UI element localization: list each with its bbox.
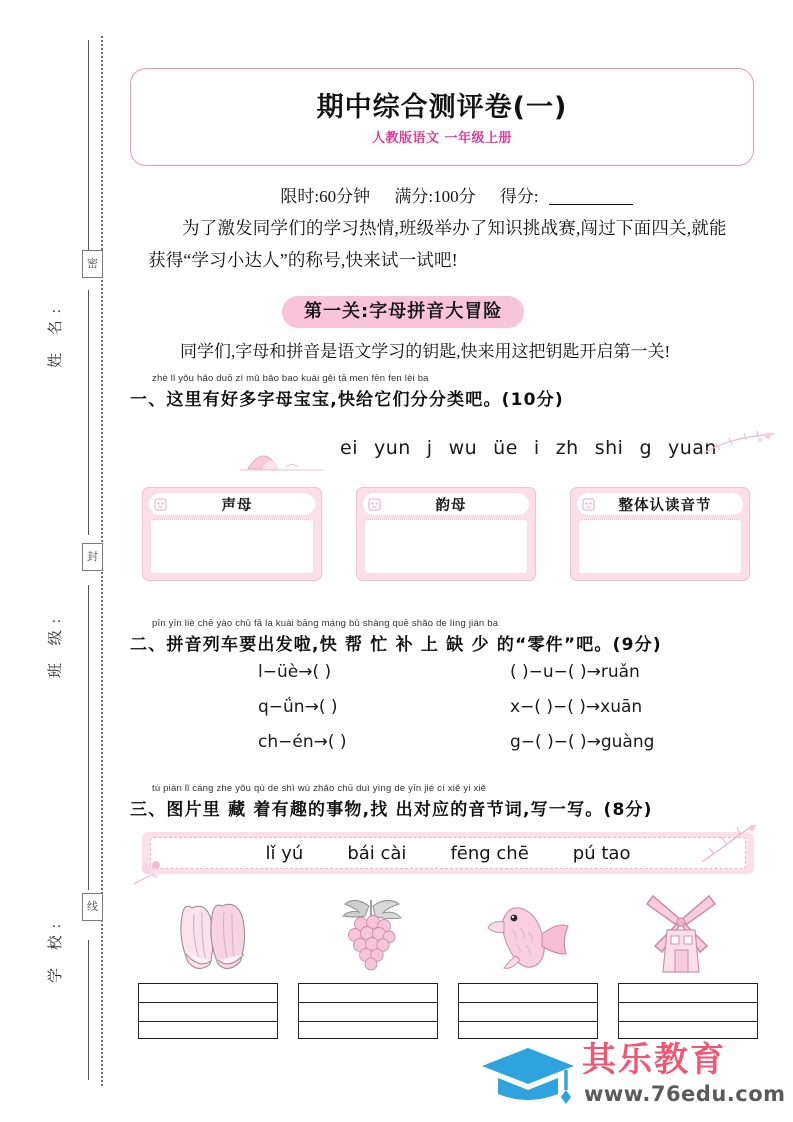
writing-grid[interactable] <box>458 983 598 1039</box>
question-3-picture-row <box>138 890 758 976</box>
score-blank-field[interactable] <box>549 204 633 205</box>
letter-token: g <box>639 437 652 459</box>
letter-token: wu <box>448 437 478 459</box>
exam-sheet <box>110 0 793 1122</box>
intro-paragraph: 为了激发同学们的学习热情,班级举办了知识挑战赛,闯过下面四关,就能获得“学习小达人”的称号,快来试一试吧! <box>148 218 727 270</box>
picture-cell <box>138 890 293 976</box>
score-label: 得分: <box>499 187 539 206</box>
word-bank-item: pú tao <box>572 842 631 864</box>
letter-token: ei <box>340 437 358 459</box>
paper-chip-icon <box>367 497 383 512</box>
question-2-pinyin: pīn yīn liè chē yào chū fā la kuài bāng máng bǔ shàng quē shǎo de líng jiàn ba <box>152 618 499 629</box>
writing-grid[interactable] <box>298 983 438 1039</box>
seal-line-segment <box>88 40 89 250</box>
question-2-heading <box>130 617 790 655</box>
category-header <box>363 493 529 515</box>
field-label-class: 班 级: <box>48 612 64 678</box>
question-1-pinyin: zhè lǐ yǒu hǎo duō zì mǔ bǎo bao kuài gěi tā men fēn fen lèi ba <box>152 373 429 384</box>
windmill-illustration-icon <box>635 890 727 976</box>
pinyin-train-left[interactable]: q−ǘn→( ) <box>258 697 338 717</box>
exam-meta-line <box>110 182 793 207</box>
branch-decoration-icon <box>702 431 776 461</box>
cabbage-illustration-icon <box>170 894 262 976</box>
picture-cell <box>603 890 758 976</box>
question-3-word-bank <box>142 832 754 874</box>
pinyin-train-right[interactable]: x−( )−( )→xuān <box>510 697 643 717</box>
pinyin-train-row <box>130 662 790 697</box>
pinyin-train-right[interactable]: ( )−u−( )→ruǎn <box>510 662 640 682</box>
question-1-text: 一、这里有好多字母宝宝,快给它们分分类吧。(10分) <box>130 390 564 410</box>
footer-logo <box>480 1038 786 1110</box>
paper-chip-icon <box>153 497 169 512</box>
pinyin-train-left[interactable]: ch−én→( ) <box>258 732 347 752</box>
seal-line-segment <box>88 940 89 1080</box>
question-3-answer-grids <box>138 983 758 1039</box>
page-subtitle: 人教版语文 一年级上册 <box>371 131 513 146</box>
seal-char-feng: 封 <box>82 543 103 571</box>
category-header <box>149 493 315 515</box>
letter-token: shi <box>594 437 624 459</box>
question-2-text: 二、拼音列车要出发啦,快 帮 忙 补 上 缺 少 的“零件”吧。(9分) <box>130 635 662 655</box>
picture-cell <box>293 890 448 976</box>
question-1-letters <box>340 437 733 459</box>
seal-char-mi: 密 <box>82 250 103 278</box>
word-bank-item: lǐ yú <box>265 842 304 864</box>
letter-token: yun <box>373 437 411 459</box>
word-bank-item: fēng chē <box>450 842 529 864</box>
question-1-letters-row <box>130 435 790 477</box>
question-3-pinyin: tú piàn lǐ cáng zhe yǒu qù de shì wù zhǎo chū duì yìng de yīn jié cí xiě yi xiě <box>152 783 487 794</box>
letter-token: yuan <box>668 437 717 459</box>
paper-chip-icon <box>581 497 597 512</box>
category-answer-area[interactable] <box>150 519 314 574</box>
seal-line-segment <box>88 585 89 890</box>
graduation-cap-icon <box>480 1044 576 1106</box>
pinyin-train-row <box>130 697 790 732</box>
page-title: 期中综合测评卷(一) <box>316 92 568 123</box>
question-1-heading <box>130 372 790 410</box>
section-banner-level-1: 第一关:字母拼音大冒险 <box>282 296 524 328</box>
question-2-rows <box>130 662 790 767</box>
picture-cell <box>448 890 603 976</box>
letter-token: i <box>533 437 540 459</box>
full-score-label: 满分:100分 <box>394 187 476 206</box>
pinyin-train-row <box>130 732 790 767</box>
letter-token: j <box>426 437 433 459</box>
seal-margin <box>0 0 110 1122</box>
category-label: 整体认读音节 <box>618 497 712 514</box>
hill-decoration-icon <box>240 439 324 471</box>
grapes-illustration-icon <box>325 894 417 976</box>
brand-name: 其乐教育 <box>582 1040 726 1080</box>
category-label: 韵母 <box>435 497 467 514</box>
writing-grid[interactable] <box>138 983 278 1039</box>
category-box-shengmu[interactable] <box>142 487 322 581</box>
letter-token: zh <box>555 437 579 459</box>
letter-token: üe <box>493 437 518 459</box>
carp-fish-illustration-icon <box>476 894 576 976</box>
category-box-yunmu[interactable] <box>356 487 536 581</box>
category-answer-area[interactable] <box>578 519 742 574</box>
question-3-text: 三、图片里 藏 着有趣的事物,找 出对应的音节词,写一写。(8分) <box>130 800 653 820</box>
category-header <box>577 493 743 515</box>
seal-line-segment <box>88 290 89 535</box>
category-label: 声母 <box>221 497 253 514</box>
pinyin-train-left[interactable]: l−üè→( ) <box>258 662 332 682</box>
seal-char-xian: 线 <box>82 893 103 921</box>
pinyin-train-right[interactable]: g−( )−( )→guàng <box>510 732 655 752</box>
field-label-school: 学 校: <box>48 917 64 983</box>
category-answer-area[interactable] <box>364 519 528 574</box>
word-bank-item: bái cài <box>347 842 407 864</box>
time-limit-label: 限时:60分钟 <box>280 187 371 206</box>
category-box-zhengtirendu[interactable] <box>570 487 750 581</box>
writing-grid[interactable] <box>618 983 758 1039</box>
question-3-heading <box>130 782 790 820</box>
branch-decoration-icon <box>698 822 760 868</box>
field-label-name: 姓 名: <box>48 302 64 368</box>
word-bank-items <box>150 837 746 869</box>
title-banner <box>130 68 754 166</box>
flower-decoration-icon <box>132 852 172 886</box>
section-lead-text: 同学们,字母和拼音是语文学习的钥匙,快来用这把钥匙开启第一关! <box>180 342 671 361</box>
brand-url: www.76edu.com <box>584 1082 786 1106</box>
